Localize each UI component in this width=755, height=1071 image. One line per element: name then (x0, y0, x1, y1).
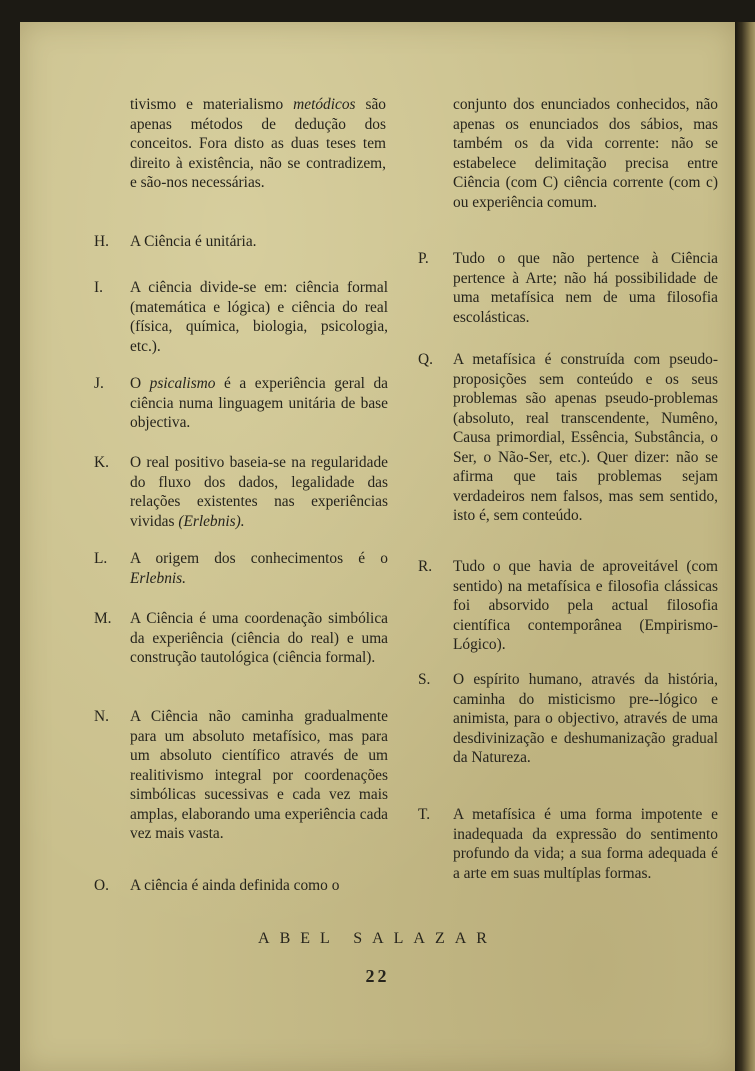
thesis-l (94, 549, 388, 588)
thesis-letter: O. (94, 877, 109, 894)
thesis-text: O real positivo baseia-se na regularidade do fluxo dos dados, legalidade das relações existentes nas experiências vividas (Erlebnis). (130, 454, 388, 530)
thesis-j (94, 374, 388, 433)
thesis-letter: M. (94, 610, 112, 627)
emphasis-metodicos: metódicos (293, 96, 356, 113)
thesis-letter: K. (94, 454, 109, 471)
thesis-letter: L. (94, 550, 108, 567)
page-number: 22 (365, 966, 390, 986)
thesis-text: A ciência é ainda definida como o (130, 877, 340, 894)
thesis-letter: J. (94, 375, 104, 392)
thesis-text: A metafísica é uma forma impotente e inadequada da expressão do sentimento profundo da vida; a sua forma adequada é a arte em suas multíplas formas. (453, 806, 718, 882)
thesis-text: A ciência divide-se em: ciência formal (matemática e lógica) e ciência do real (física, química, biologia, psicologia, etc.). (130, 279, 388, 355)
thesis-n (94, 707, 388, 844)
thesis-m (94, 609, 388, 668)
thesis-letter: N. (94, 708, 109, 725)
book-page (20, 22, 735, 1071)
thesis-text: O espírito humano, através da história, caminha do misticismo pre--lógico e animista, para o objectivo, através de uma desdivinização e deshumanização gradual da Natureza. (453, 671, 718, 766)
author-name: ABEL SALAZAR (258, 930, 497, 947)
thesis-text: A Ciência é unitária. (130, 233, 257, 250)
thesis-t (418, 805, 718, 883)
thesis-p (418, 249, 718, 327)
thesis-text: Tudo o que havia de aproveitável (com sentido) na metafísica e filosofia clássicas foi absorvido pela actual filosofia científica contemporânea (Empirismo-Lógico). (453, 558, 718, 653)
thesis-k (94, 453, 388, 531)
emphasis-term: psicalismo (149, 375, 216, 392)
thesis-text: O psicalismo é a experiência geral da ciência numa linguagem unitária de base objectiva. (130, 375, 389, 431)
thesis-letter: I. (94, 279, 103, 296)
emphasis-term: (Erlebnis). (178, 512, 245, 530)
thesis-letter: Q. (418, 351, 433, 368)
thesis-letter: H. (94, 233, 109, 250)
right-lead-paragraph: conjunto dos enunciados conhecidos, não apenas os enunciados dos sábios, mas também os da vida corrente: não se estabelece delimitação precisa entre Ciência (com C) ciência corrente (com c) ou experiência comum. (453, 96, 718, 211)
thesis-letter: T. (418, 806, 431, 823)
book-spine-shadow (733, 22, 755, 1071)
thesis-text: A origem dos conhecimentos é o Erlebnis. (130, 550, 388, 587)
thesis-letter: P. (418, 250, 429, 267)
thesis-i (94, 278, 388, 356)
thesis-text: A Ciência não caminha gradualmente para um absoluto metafísico, mas para um absoluto científico através de um realitivismo integral por coordenações simbólicas sucessivas e cada vez mais amplas, elaborando uma experiência cada vez mais vasta. (130, 708, 388, 842)
thesis-letter: S. (418, 671, 431, 688)
thesis-letter: R. (418, 558, 433, 575)
thesis-h (94, 232, 388, 252)
thesis-r (418, 557, 718, 655)
thesis-q (418, 350, 718, 526)
thesis-o (94, 876, 388, 896)
thesis-s (418, 670, 718, 768)
thesis-text: A metafísica é construída com pseudo-proposições sem conteúdo e os seus problemas são apenas pseudo-problemas (absoluto, real transcendente, Numêno, Causa primordial, Essência, Substância, o Ser, o Não-Ser, etc.). Quer dizer: não se afirma que tais problemas sejam verdadeiros nem falsos, mas sem sentido, isto é, sem conteúdo. (453, 351, 718, 524)
thesis-text: Tudo o que não pertence à Ciência pertence à Arte; não há possibilidade de uma metafísica nem de uma filosofia escolásticas. (453, 250, 718, 326)
thesis-text: A Ciência é uma coordenação simbólica da experiência (ciência do real) e uma construção tautológica (ciência formal). (130, 610, 388, 666)
left-lead-paragraph: tivismo e materialismo metódicos são apenas métodos de dedução dos conceitos. Fora disto as duas teses tem direito à existência, não se contradizem, e são-nos necessárias. (130, 96, 386, 191)
emphasis-term: Erlebnis. (130, 569, 187, 587)
